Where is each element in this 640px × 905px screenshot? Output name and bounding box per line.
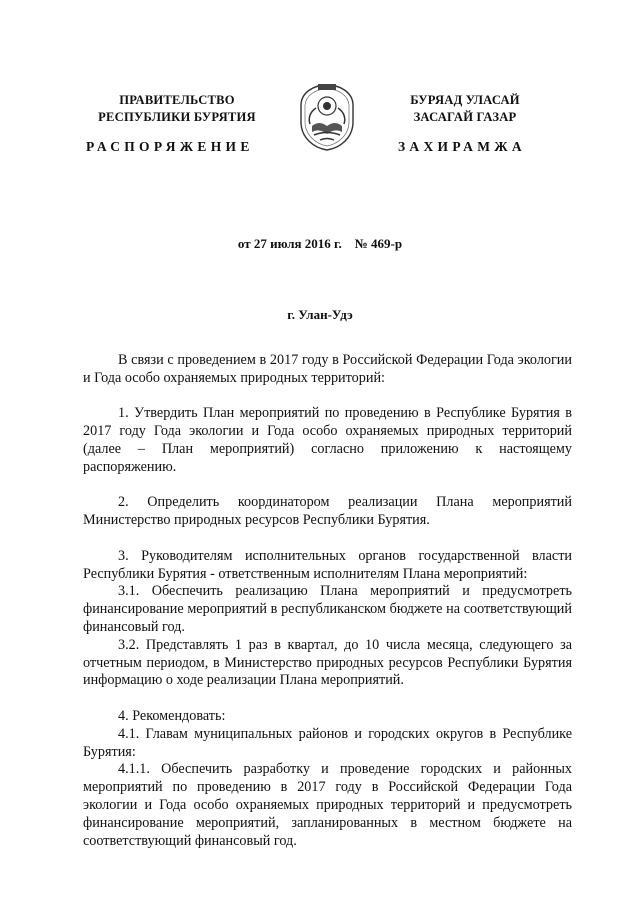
doc-type-bua: ЗАХИРАМЖА (398, 139, 526, 154)
header-left (72, 92, 282, 126)
paragraph-item-4-1: 4.1. Главам муниципальных районов и городских округов в Республике Бурятия: (83, 725, 572, 760)
header-right (370, 92, 560, 126)
doc-type-ru: РАСПОРЯЖЕНИЕ (86, 139, 254, 154)
gov-name-ru-line1: ПРАВИТЕЛЬСТВО (119, 93, 235, 107)
buryatia-coat-of-arms-icon (296, 82, 358, 152)
paragraph-item-4: 4. Рекомендовать: (118, 707, 226, 724)
date-number-line (0, 236, 640, 252)
doc-date: от 27 июля 2016 г. (237, 236, 342, 251)
paragraph-item-3-1: 3.1. Обеспечить реализацию Плана мероприятий и предусмотреть финансирование мероприятий в республиканском бюджете на соответствующий финансовый год. (83, 583, 572, 635)
doc-number: № 469-р (354, 236, 403, 251)
paragraph-item-4-1-1: 4.1.1. Обеспечить разработку и проведение городских и районных мероприятий по проведению в 2017 году в Российской Федерации Года экологии и Года особо охраняемых природных территорий и предусмотреть финансирование мероприятий, запланированных в местном бюджете на соответствующий финансовый год. (83, 761, 572, 849)
gov-name-bua-line2: ЗАСАГАЙ ГАЗАР (413, 110, 517, 124)
gov-name-bua-line1: БУРЯАД УЛАСАЙ (410, 93, 520, 107)
paragraph-item-3-2: 3.2. Представлять 1 раз в квартал, до 10 числа месяца, следующего за отчетным периодом, в Министерство природных ресурсов Республики Бурятия информацию о ходе реализации Плана мероприятий. (83, 636, 572, 689)
paragraph-preamble: В связи с проведением в 2017 году в Российской Федерации Года экологии и Года особо охраняемых природных территорий: (83, 352, 572, 386)
paragraph-item-1: 1. Утвердить План мероприятий по проведению в Республике Бурятия в 2017 году Года экологии и Года особо охраняемых природных территорий (далее – План мероприятий) согласно приложению к настоящему распоряжению. (83, 405, 572, 475)
city: г. Улан-Удэ (287, 307, 353, 322)
paragraph-item-3: 3. Руководителям исполнительных органов государственной власти Республики Бурятия - ответственным исполнителям Плана мероприятий: (83, 547, 572, 582)
gov-name-ru-line2: РЕСПУБЛИКИ БУРЯТИЯ (98, 110, 256, 124)
document-body (83, 352, 572, 850)
paragraph-item-2: 2. Определить координатором реализации Плана мероприятий Министерство природных ресурсов Республики Бурятия. (83, 494, 572, 529)
